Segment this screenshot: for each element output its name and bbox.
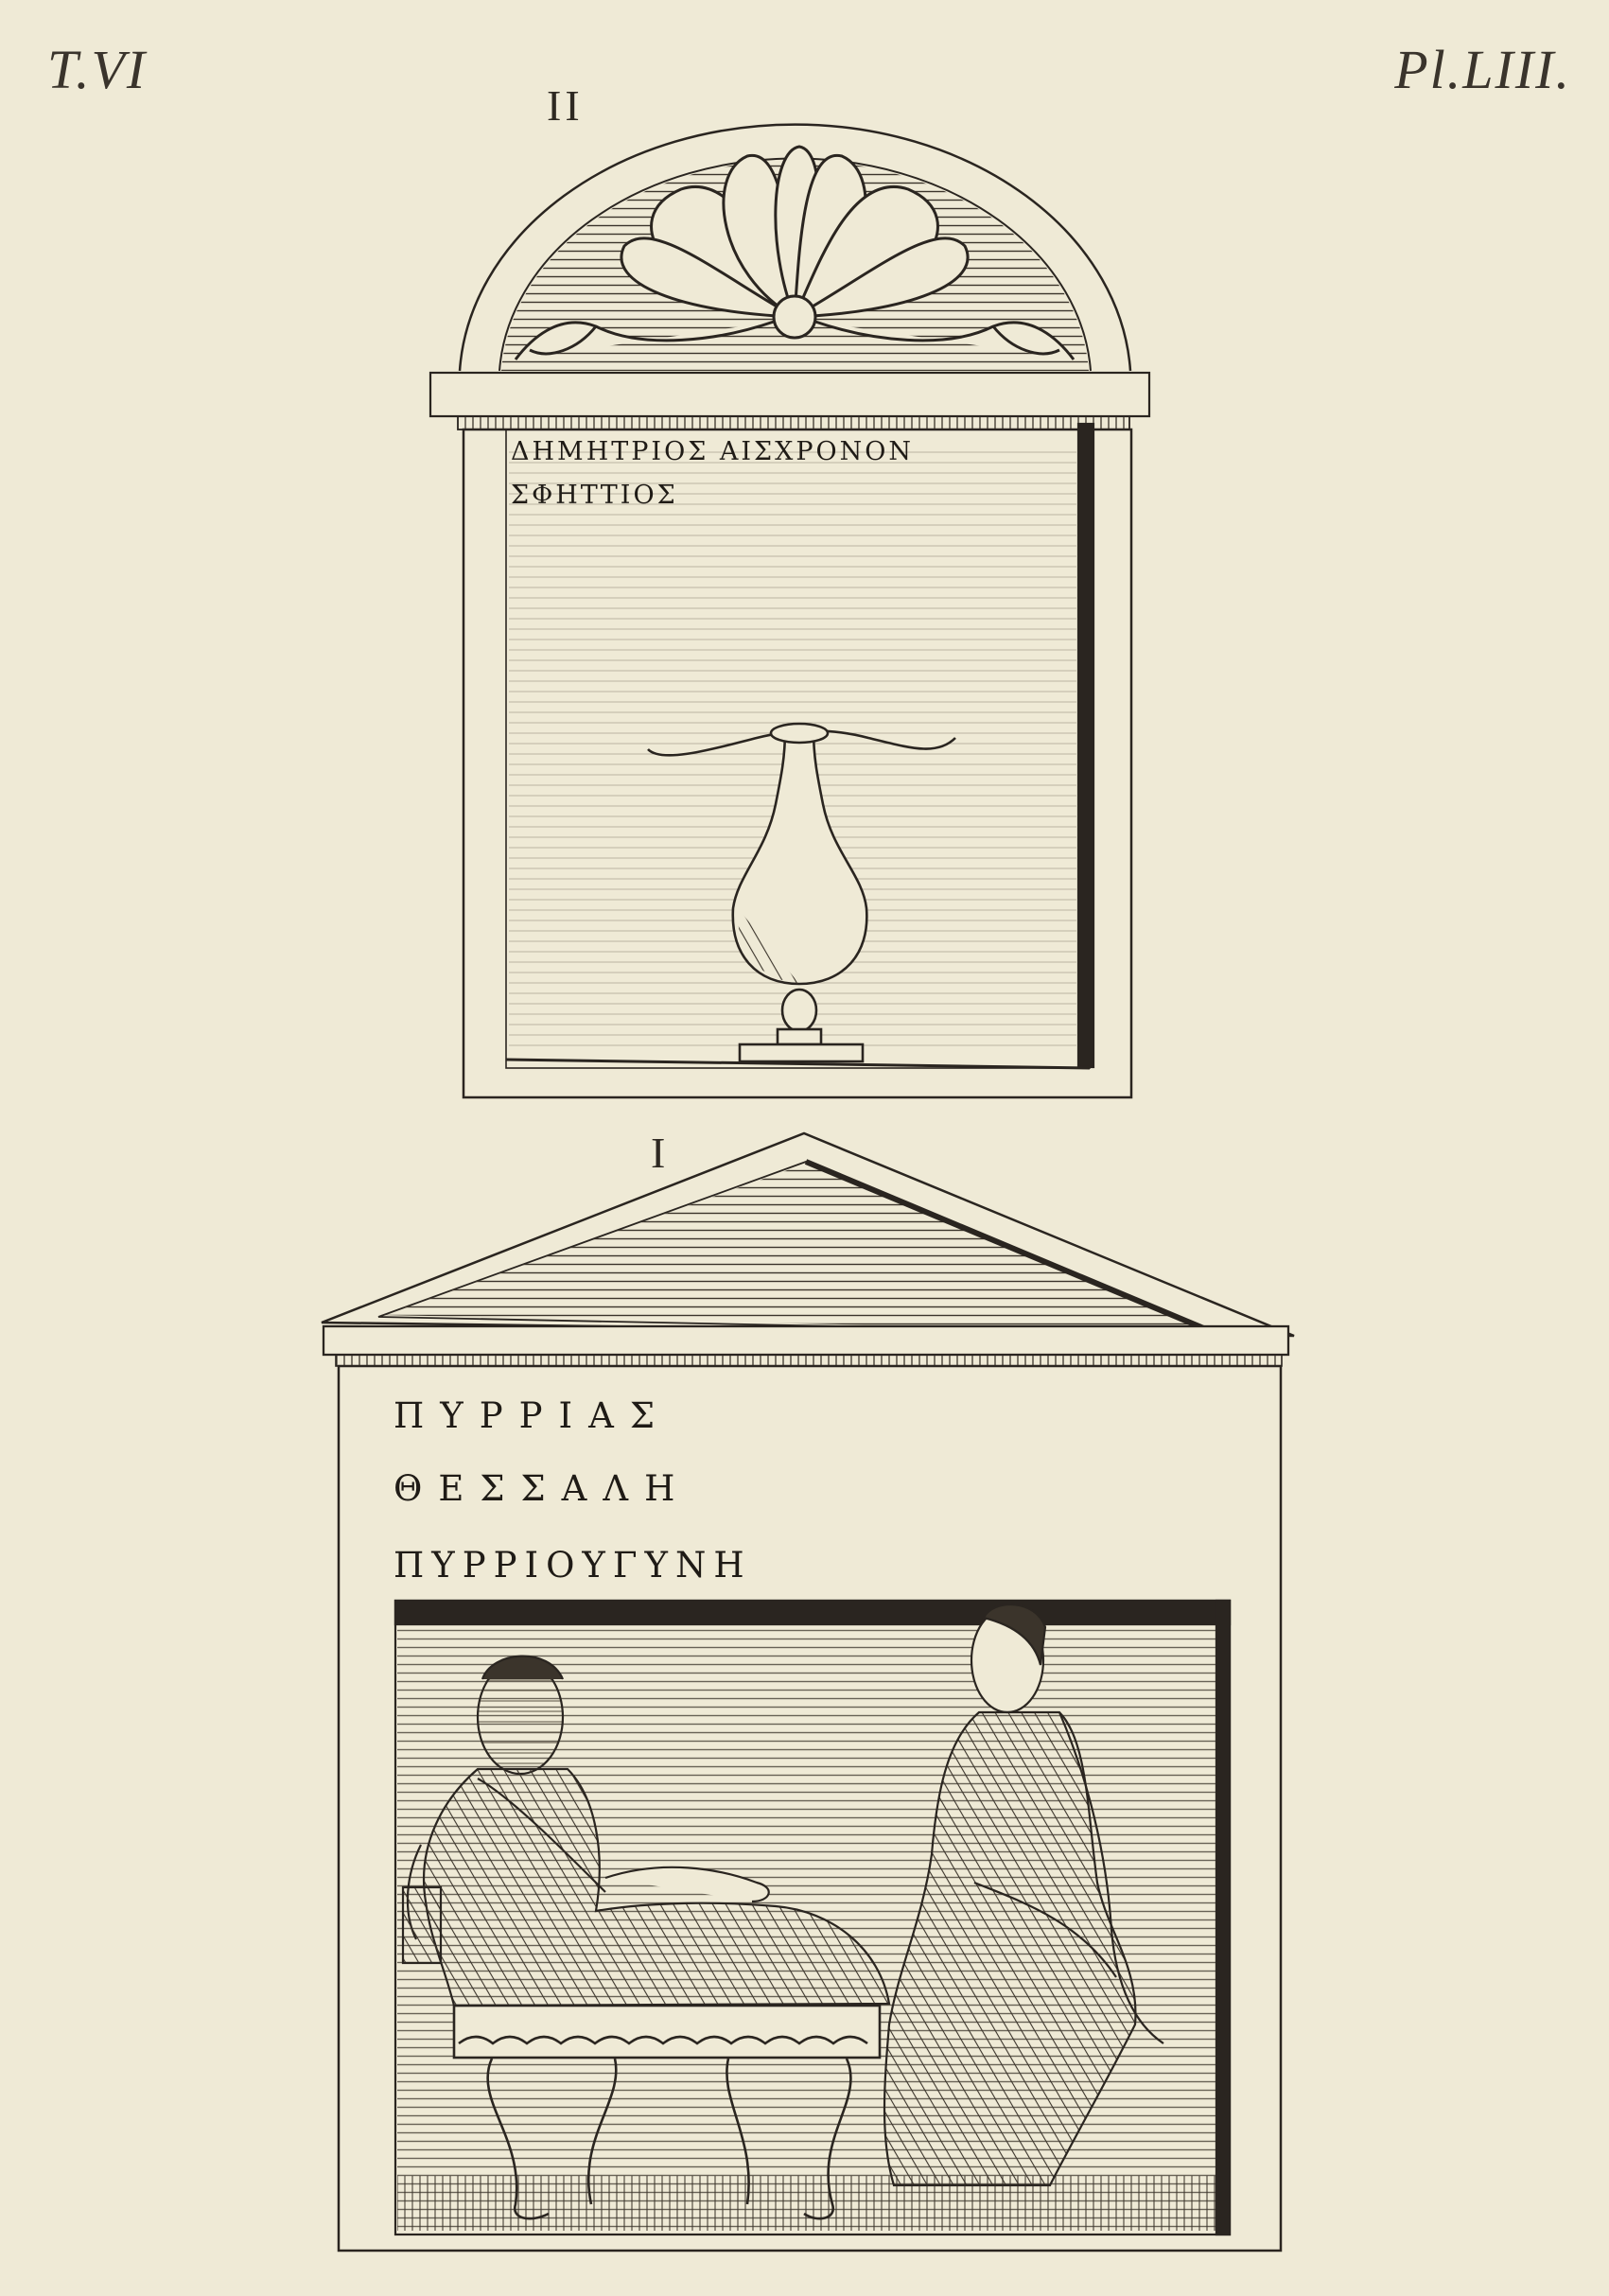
plate-number: Pl.LIII. [1394, 39, 1571, 100]
monument-i-label: I [651, 1129, 670, 1177]
monument-ii [430, 125, 1149, 1097]
volume-marker: T.VI [47, 39, 148, 100]
inscription-line: ΠΥΡΡΙΟΥΓΥΝΗ [394, 1545, 752, 1586]
inscription-line: ΣΦΗΤΤΙΟΣ [511, 481, 678, 510]
monument-i [322, 1133, 1294, 2251]
inscription-line: ΔΗΜΗΤΡΙΟΣ ΑΙΣΧΡΟΝΟΝ [511, 437, 915, 466]
inscription-line: ΘΕΣΣΑΛΗ [394, 1468, 691, 1509]
monument-ii-label: II [547, 81, 584, 130]
inscription-line: ΠΥΡΡΙΑΣ [394, 1395, 671, 1436]
